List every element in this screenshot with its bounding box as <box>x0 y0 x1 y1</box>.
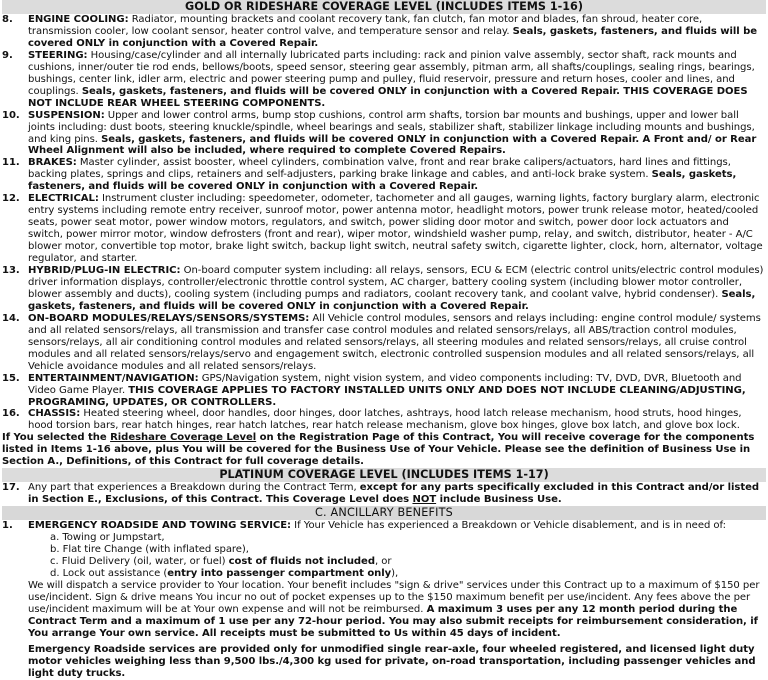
eligibility-text: Emergency Roadside services are provided only for unmodified single rear-axle, four wheeled registered, and licensed light duty motor vehicles weighing less than 9,500 lbs./4,300 kg used for private, on-road transportation, including passenger vehicles and light duty trucks. <box>28 643 756 679</box>
item-text: Master cylinder, assist booster, wheel cylinders, combination valve, front and rear brake calipers/actuators, hard lines and fittings, backing plates, springs and clips, retainers and self-adjusters, parking brake linkage and cables, and anti-lock brake system. <box>28 157 731 181</box>
rideshare-paragraph <box>2 432 766 468</box>
body-text: We will dispatch a service provider to Your location. Your benefit includes "sign & drive" services under this Contract up to a maximum of $150 per use/incident. Sign & drive means You incur no out of pocket expenses up to the $150 maximum benefit per use/incident. Any fees above the per use/incident maximum will be at Your own expense and will not be reimbursed. <box>28 579 760 615</box>
roadside-option-b <box>2 544 766 556</box>
item-heading: EMERGENCY ROADSIDE AND TOWING SERVICE: <box>28 520 292 532</box>
item-text: Upper and lower control arms, bump stop cushions, control arm shafts, torsion bar mounts and bushings, upper and lower ball joints including: dust boots, steering knuckle/spindle, wheel bearings and seals, stabilizer shaft, stabilizer linkage including mounts and bushings, and king pins. <box>28 109 755 145</box>
option-text-end: , or <box>374 555 392 567</box>
item-number: 12. <box>2 193 20 205</box>
gold-coverage-header: GOLD OR RIDESHARE COVERAGE LEVEL (INCLUDES ITEMS 1-16) <box>2 0 766 14</box>
item-heading: SUSPENSION: <box>28 109 105 121</box>
roadside-eligibility <box>2 644 766 680</box>
option-bold-text: cost of fluids not included <box>228 555 375 567</box>
coverage-item-14 <box>2 313 766 373</box>
item-heading: ENGINE COOLING: <box>28 14 129 25</box>
item-text: If Your Vehicle has experienced a Breakdown or Vehicle disablement, and is in need of: <box>291 520 726 532</box>
roadside-body <box>2 580 766 640</box>
item-bold-text: Seals, gaskets, fasteners, and fluids will be covered ONLY in conjunction with a Covered Repair. <box>28 288 756 312</box>
roadside-option-a <box>2 532 766 544</box>
option-text: c. Fluid Delivery (oil, water, or fuel) <box>50 555 229 567</box>
item-number: 8. <box>2 14 13 25</box>
item-heading: HYBRID/PLUG-IN ELECTRIC: <box>28 265 181 277</box>
item-number: 17. <box>2 482 20 494</box>
item-text: Radiator, mounting brackets and coolant recovery tank, fan clutch, fan motor and blades, fan shroud, heater core, transmission cooler, low coolant sensor, heater control valve, and temperature sensor and relay. <box>28 14 703 37</box>
item-heading: STEERING: <box>28 49 88 61</box>
roadside-item <box>2 520 766 532</box>
coverage-document <box>2 0 766 680</box>
item-number: 15. <box>2 372 20 384</box>
item-text: GPS/Navigation system, night vision system, and video components including: TV, DVD, DVR, Bluetooth and Video Game Player. <box>28 372 742 396</box>
option-bold-text: entry into passenger compartment only <box>167 567 392 579</box>
item-heading: ON-BOARD MODULES/RELAYS/SENSORS/SYSTEMS: <box>28 312 310 324</box>
rideshare-coverage-level-term: Rideshare Coverage Level <box>110 432 257 444</box>
item-bold-text: except for any parts specifically excluded in this Contract and/or listed in Section E., Exclusions, of this Contract. This Coverage Level does <box>28 482 759 506</box>
item-bold-text: Seals, gaskets, fasteners, and fluids will be covered ONLY in conjunction with a Covered Repair. THIS COVERAGE DOES NOT INCLUDE REAR WHEEL STEERING COMPONENTS. <box>28 85 748 109</box>
item-text: Housing/case/cylinder and all internally lubricated parts including: rack and pinion valve assembly, sector shaft, rack mounts and cushions, inner/outer tie rod ends, bellows/boots, speed sensor, steering gear assembly, pitman arm, all shafts/couplings, sealing rings, bearings, bushings, center link, idler arm, electric and power steering pump and pulley, fluid reservoir, pressure and return hoses, cooler and lines, and couplings. <box>28 49 755 97</box>
item-bold-text: Seals, gaskets, fasteners, and fluids will be covered ONLY in conjunction with a Covered Repair. A Front and/ or Rear Wheel Alignment will also be included, where required to complete Covered Repairs. <box>28 133 757 157</box>
ancillary-benefits-header: C. ANCILLARY BENEFITS <box>2 506 766 520</box>
option-text: b. Flat tire Change (with inflated spare), <box>50 544 249 556</box>
option-text-end: ), <box>391 567 399 579</box>
coverage-item-12 <box>2 193 766 265</box>
item-number: 13. <box>2 265 20 277</box>
item-text: Heated steering wheel, door handles, door hinges, door latches, ashtrays, hood latch release mechanism, hood struts, hood hinges, hood torsion bars, rear hatch hinges, rear hatch latches, rear hatch release mechanism, glove box hinges, glove box latch, and glove box lock. <box>28 408 742 432</box>
item-heading: ENTERTAINMENT/NAVIGATION: <box>28 372 199 384</box>
item-bold-text: THIS COVERAGE APPLIES TO FACTORY INSTALLED UNITS ONLY AND DOES NOT INCLUDE CLEANING/ADJUSTING, PROGRAMING, UPDATES, OR CONTROLLERS. <box>28 384 746 408</box>
platinum-coverage-header: PLATINUM COVERAGE LEVEL (INCLUDES ITEMS 1-17) <box>2 468 766 482</box>
item-text: All Vehicle control modules, sensors and relays including: engine control module/ systems and all related sensors/relays, all transmission and transfer case control modules and related sensors/relays, all ABS/traction control modules, sensors/relays, all air conditioning control modules and related sensors/relays, all steering modules and related sensors/relays, all cruise control modules and all related sensors/relays/servo and engagement switch, electronic controlled suspension modules and all related sensors/relays, all Vehicle avoidance modules and all related sensors/relays. <box>28 312 761 372</box>
rideshare-pre: If You selected the <box>2 432 111 444</box>
item-heading: BRAKES: <box>28 157 77 169</box>
rideshare-post: on the Registration Page of this Contract, You will receive coverage for the components listed in Items 1-16 above, plus You will be covered for the Business Use of Your Vehicle. Please see the definition of Business Use in Section A., Definitions, of this Contract for full coverage details. <box>2 432 755 468</box>
roadside-option-d <box>2 568 766 580</box>
coverage-items <box>2 14 766 432</box>
item-bold-text: Seals, gaskets, fasteners, and fluids will be covered ONLY in conjunction with a Covered Repair. <box>28 25 758 49</box>
coverage-item-11 <box>2 157 766 193</box>
item-heading: CHASSIS: <box>28 408 81 420</box>
coverage-item-15 <box>2 373 766 409</box>
coverage-item-16 <box>2 408 766 432</box>
coverage-item-9 <box>2 50 766 110</box>
item-number: 1. <box>2 520 13 532</box>
coverage-item-17 <box>2 482 766 506</box>
not-emphasis: NOT <box>412 494 437 506</box>
item-number: 10. <box>2 109 20 121</box>
coverage-item-8 <box>2 14 766 50</box>
item-number: 9. <box>2 49 13 61</box>
item-text: Instrument cluster including: speedometer, odometer, tachometer and all gauges, warning lights, factory burglary alarm, electronic entry systems including remote entry receiver, sunroof motor, power antenna motor, headlight motors, power trunk release motor, heated/cooled seats, power seat motor, power window motors, regulators, and switch, power sliding door motor and switch, power door lock actuators and switch, power mirror motor, window defrosters (front and rear), wiper motor, windshield washer pump, relay, and switch, distributor, heater - A/C blower motor, convertible top motor, brake light switch, backup light switch, neutral safety switch, cigarette lighter, clock, horn, alternator, voltage regulator, and starter. <box>28 193 763 265</box>
item-text: On-board computer system including: all relays, sensors, ECU & ECM (electric control units/electric control modules) driver information displays, controller/electronic throttle control system, AC charger, battery cooling system (including blower motor controller, blower assembly and ducts), cooling system (including pumps and radiators, coolant recovery tank, and coolant valve, hybrid condenser). <box>28 265 764 300</box>
coverage-item-13 <box>2 265 766 313</box>
item-number: 11. <box>2 157 20 169</box>
item-bold-text-end: include Business Use. <box>436 494 562 506</box>
item-number: 14. <box>2 312 20 324</box>
coverage-item-10 <box>2 110 766 158</box>
body-bold-text: A maximum 3 uses per any 12 month period during the Contract Term and a maximum of 1 use per any 72-hour period. You may also submit receipts for reimbursement consideration, if You arrange Your own service. All receipts must be submitted to Us within 45 days of incident. <box>28 603 758 639</box>
item-heading: ELECTRICAL: <box>28 193 99 205</box>
item-bold-text: Seals, gaskets, fasteners, and fluids will be covered ONLY in conjunction with a Covered Repair. <box>28 169 737 193</box>
item-number: 16. <box>2 408 20 420</box>
item-text: Any part that experiences a Breakdown during the Contract Term, <box>28 482 360 494</box>
option-text: d. Lock out assistance ( <box>50 567 168 579</box>
roadside-option-c <box>2 556 766 568</box>
option-text: a. Towing or Jumpstart, <box>50 532 165 544</box>
